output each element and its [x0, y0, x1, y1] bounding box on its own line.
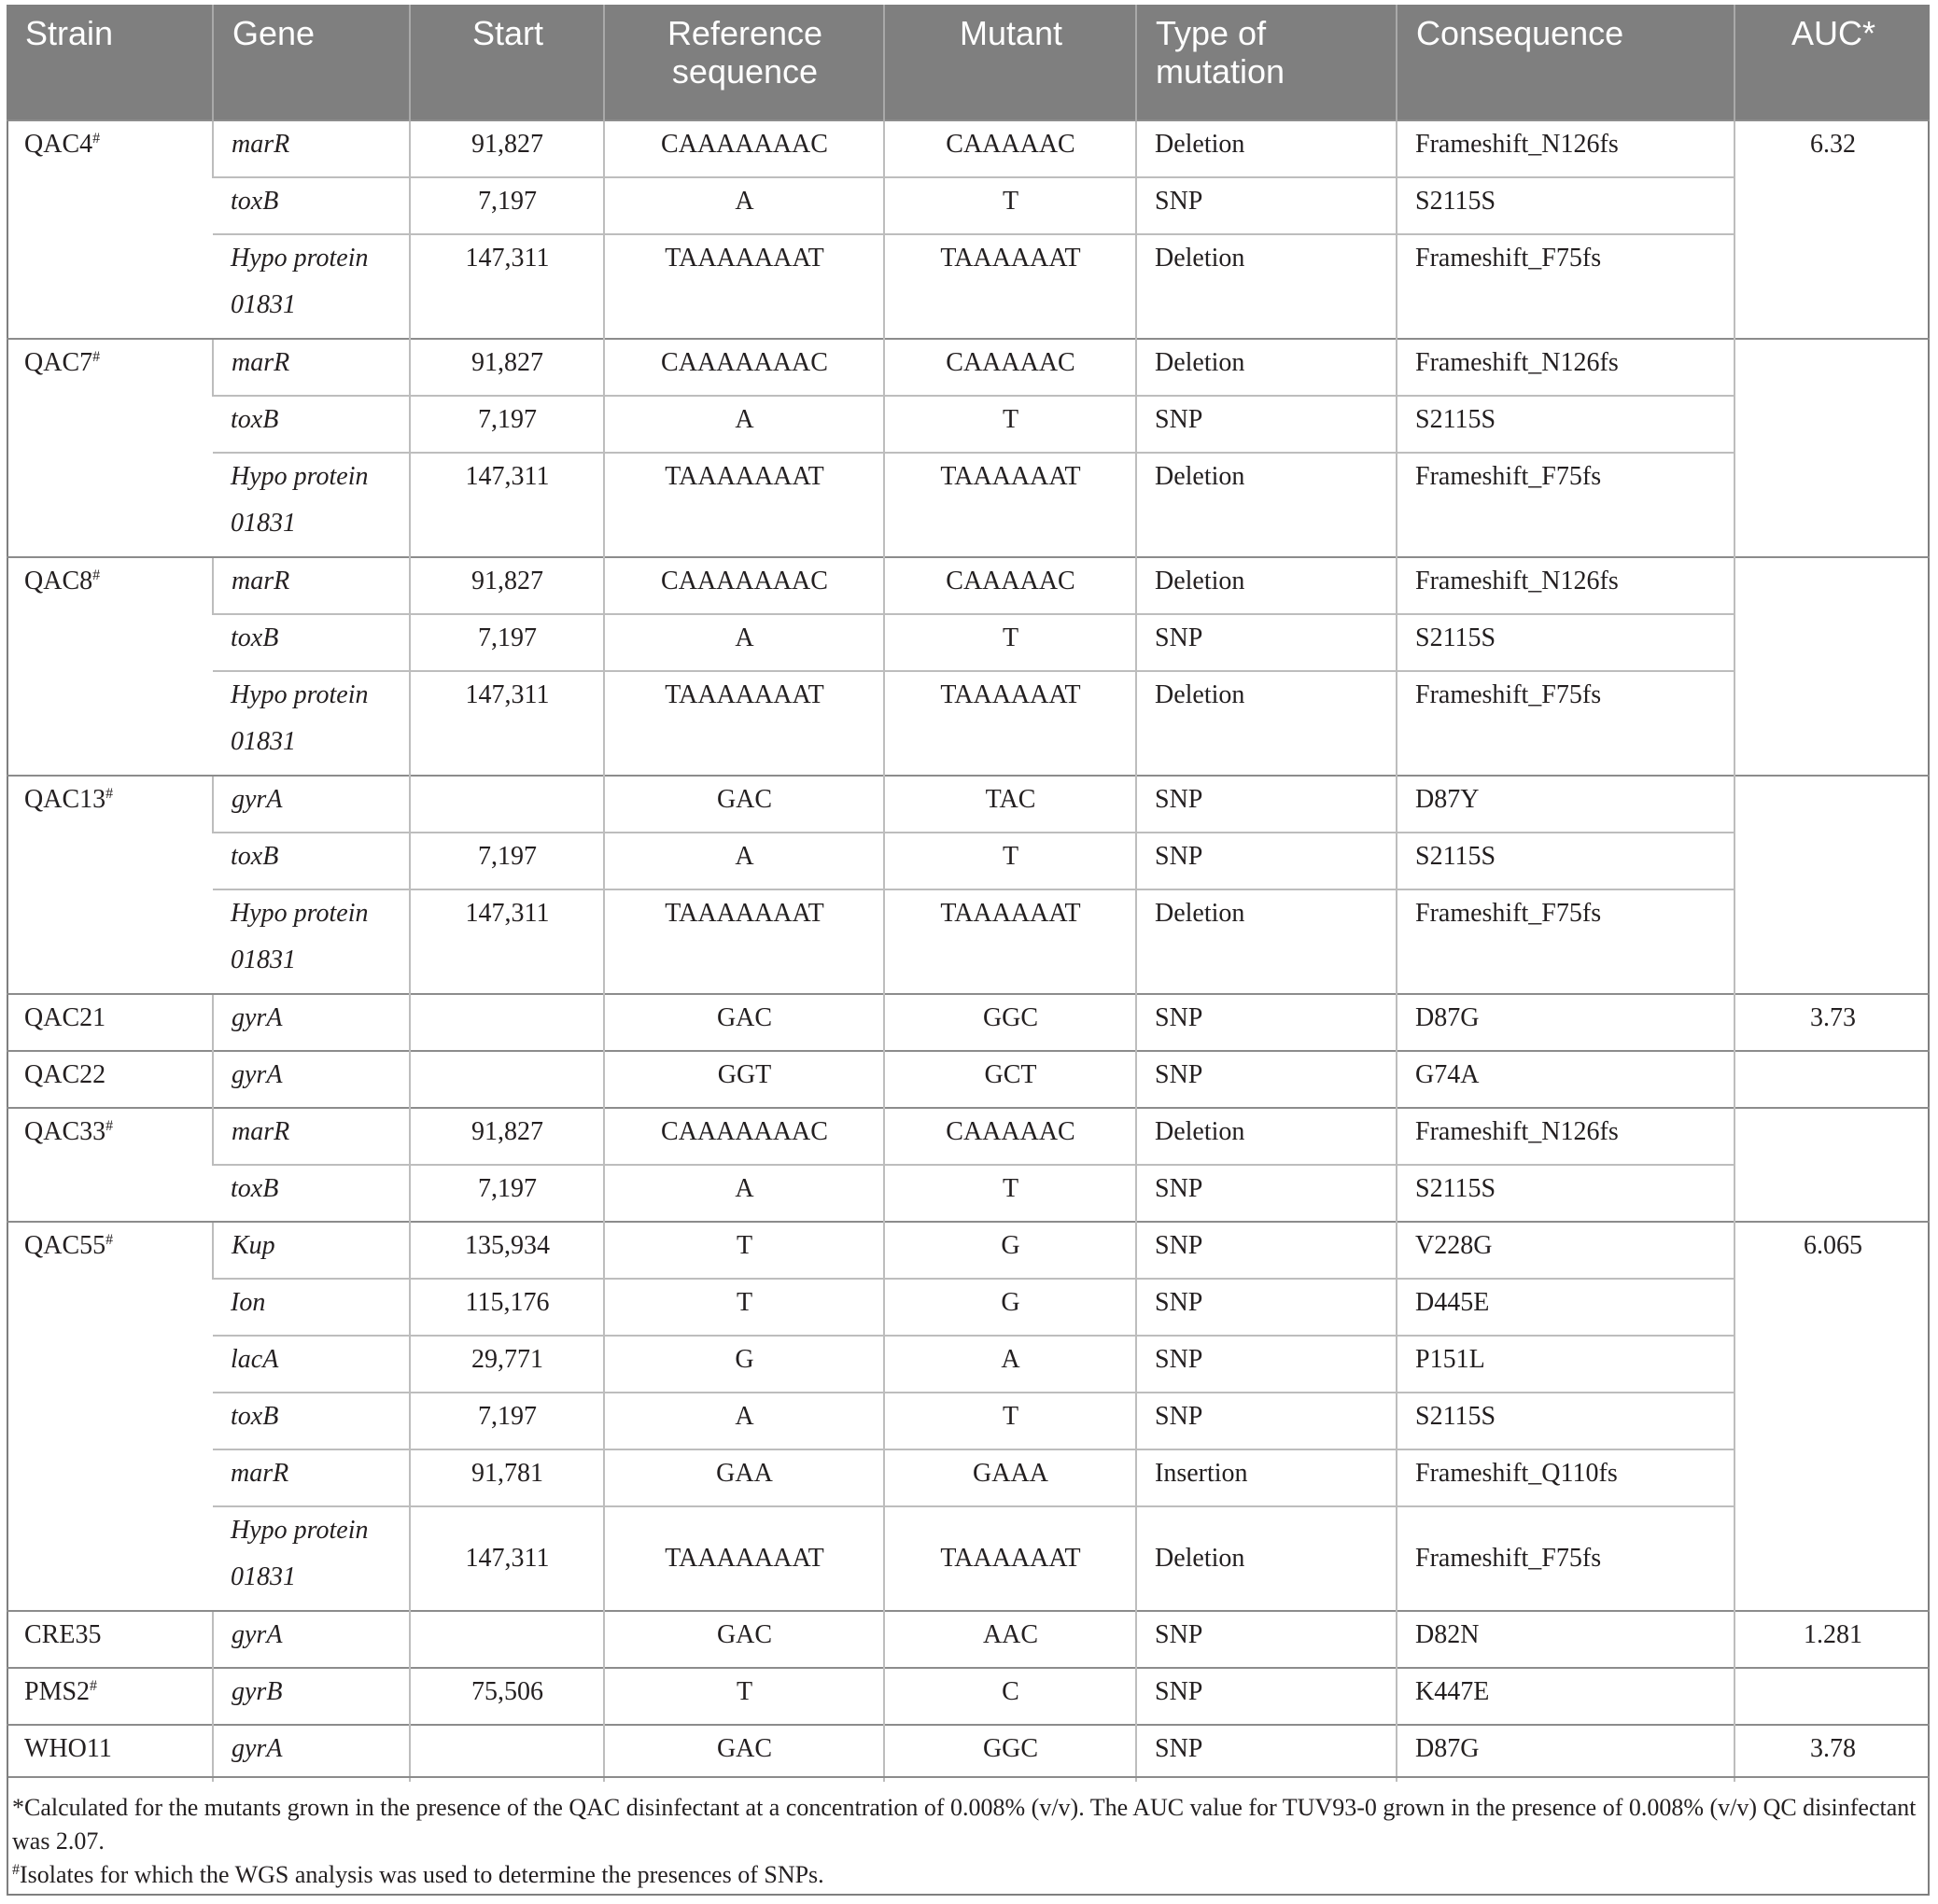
- cell-consequence: D87G: [1397, 994, 1734, 1051]
- strain-name: QAC8: [24, 567, 93, 595]
- cell-mutant: CAAAAAC: [884, 1108, 1136, 1165]
- cell-mutant: TAAAAAAT: [884, 889, 1136, 994]
- mutations-table: [7, 5, 1930, 1782]
- cell-consequence: Frameshift_N126fs: [1397, 557, 1734, 614]
- cell-reference: TAAAAAAAT: [604, 1506, 884, 1611]
- header-gene: Gene: [213, 5, 410, 120]
- cell-reference: CAAAAAAAC: [604, 1108, 884, 1165]
- cell-start: 91,827: [410, 557, 604, 614]
- cell-reference: CAAAAAAAC: [604, 120, 884, 177]
- cell-reference: GAC: [604, 1611, 884, 1668]
- table-row: [7, 234, 1930, 339]
- table-row: [7, 614, 1930, 671]
- cell-start: 91,827: [410, 1108, 604, 1165]
- cell-mutant: TAAAAAAT: [884, 234, 1136, 339]
- cell-gene: marR: [213, 557, 410, 614]
- cell-consequence: D87G: [1397, 1725, 1734, 1782]
- cell-gene: gyrA: [213, 1611, 410, 1668]
- cell-reference: GAC: [604, 1725, 884, 1782]
- cell-gene: Hypo protein 01831: [213, 453, 410, 557]
- cell-reference: A: [604, 833, 884, 889]
- cell-mutant: G: [884, 1222, 1136, 1279]
- table-row: [7, 1336, 1930, 1393]
- cell-reference: GAA: [604, 1449, 884, 1506]
- strain-name: CRE35: [24, 1620, 102, 1649]
- footnote-wgs: [12, 1858, 1924, 1892]
- cell-consequence: S2115S: [1397, 177, 1734, 234]
- cell-gene: gyrA: [213, 776, 410, 833]
- wgs-marker: #: [90, 1678, 98, 1694]
- cell-start: 29,771: [410, 1336, 604, 1393]
- cell-start: [410, 1051, 604, 1108]
- table-row: [7, 1611, 1930, 1668]
- cell-consequence: P151L: [1397, 1336, 1734, 1393]
- strain-name: PMS2: [24, 1677, 91, 1706]
- cell-reference: A: [604, 1165, 884, 1222]
- cell-reference: GGT: [604, 1051, 884, 1108]
- table-body: [7, 120, 1930, 1782]
- cell-type: SNP: [1136, 1393, 1397, 1449]
- cell-reference: T: [604, 1279, 884, 1336]
- cell-type: SNP: [1136, 776, 1397, 833]
- strain-name: QAC13: [24, 785, 106, 814]
- cell-reference: A: [604, 614, 884, 671]
- cell-mutant: GGC: [884, 994, 1136, 1051]
- cell-start: [410, 994, 604, 1051]
- table-row: [7, 557, 1930, 614]
- cell-type: Deletion: [1136, 889, 1397, 994]
- table-row: [7, 671, 1930, 776]
- cell-type: Deletion: [1136, 120, 1397, 177]
- cell-reference: T: [604, 1668, 884, 1725]
- cell-strain: [7, 120, 213, 339]
- cell-mutant: CAAAAAC: [884, 120, 1136, 177]
- header-strain: Strain: [7, 5, 213, 120]
- cell-type: SNP: [1136, 1051, 1397, 1108]
- header-type-of-mutation: Type of mutation: [1136, 5, 1397, 120]
- table-row: [7, 1393, 1930, 1449]
- cell-reference: TAAAAAAAT: [604, 889, 884, 994]
- cell-mutant: TAAAAAAT: [884, 453, 1136, 557]
- cell-gene: toxB: [213, 177, 410, 234]
- strain-name: WHO11: [24, 1734, 112, 1763]
- cell-type: Deletion: [1136, 1108, 1397, 1165]
- cell-consequence: Frameshift_N126fs: [1397, 1108, 1734, 1165]
- cell-gene: Kup: [213, 1222, 410, 1279]
- cell-mutant: GCT: [884, 1051, 1136, 1108]
- cell-mutant: GGC: [884, 1725, 1136, 1782]
- cell-gene: marR: [213, 339, 410, 396]
- cell-type: SNP: [1136, 1336, 1397, 1393]
- cell-consequence: D87Y: [1397, 776, 1734, 833]
- cell-gene: gyrA: [213, 1051, 410, 1108]
- table-row: [7, 1222, 1930, 1279]
- cell-mutant: TAC: [884, 776, 1136, 833]
- table-row: [7, 1668, 1930, 1725]
- cell-mutant: T: [884, 396, 1136, 453]
- strain-name: QAC21: [24, 1003, 106, 1032]
- cell-type: Deletion: [1136, 557, 1397, 614]
- header-start: Start: [410, 5, 604, 120]
- cell-start: 91,827: [410, 339, 604, 396]
- table-row: [7, 1449, 1930, 1506]
- cell-mutant: T: [884, 177, 1136, 234]
- cell-start: 147,311: [410, 671, 604, 776]
- cell-consequence: Frameshift_N126fs: [1397, 339, 1734, 396]
- cell-gene: marR: [213, 120, 410, 177]
- wgs-marker: #: [92, 567, 101, 583]
- cell-gene: toxB: [213, 833, 410, 889]
- cell-mutant: T: [884, 1165, 1136, 1222]
- table-frame: [7, 5, 1930, 1896]
- cell-start: 147,311: [410, 1506, 604, 1611]
- header-auc: AUC*: [1734, 5, 1930, 120]
- cell-type: SNP: [1136, 396, 1397, 453]
- cell-reference: TAAAAAAAT: [604, 234, 884, 339]
- cell-consequence: D82N: [1397, 1611, 1734, 1668]
- cell-consequence: Frameshift_F75fs: [1397, 1506, 1734, 1611]
- cell-start: 7,197: [410, 833, 604, 889]
- cell-auc: [1734, 1108, 1930, 1222]
- cell-type: Deletion: [1136, 234, 1397, 339]
- table-row: [7, 1279, 1930, 1336]
- cell-start: 135,934: [410, 1222, 604, 1279]
- cell-reference: CAAAAAAAC: [604, 557, 884, 614]
- cell-consequence: S2115S: [1397, 833, 1734, 889]
- cell-auc: 1.281: [1734, 1611, 1930, 1668]
- cell-start: 147,311: [410, 889, 604, 994]
- cell-auc: [1734, 1668, 1930, 1725]
- table-row: [7, 833, 1930, 889]
- strain-name: QAC33: [24, 1117, 106, 1146]
- table-row: [7, 1506, 1930, 1611]
- header-reference-sequence: Reference sequence: [604, 5, 884, 120]
- cell-strain: [7, 1222, 213, 1611]
- footnote-auc: *Calculated for the mutants grown in the presence of the QAC disinfectant at a concentration of 0.008% (v/v). The AUC value for TUV93-0 grown in the presence of 0.008% (v/v) QC disinfectant was 2.07.: [12, 1794, 1917, 1855]
- cell-start: [410, 1611, 604, 1668]
- cell-type: Deletion: [1136, 1506, 1397, 1611]
- cell-auc: [1734, 1051, 1930, 1108]
- cell-reference: G: [604, 1336, 884, 1393]
- cell-start: 75,506: [410, 1668, 604, 1725]
- cell-strain: [7, 1108, 213, 1222]
- cell-gene: Hypo protein 01831: [213, 1506, 410, 1611]
- wgs-marker: #: [92, 131, 101, 147]
- strain-name: QAC22: [24, 1060, 106, 1089]
- table-row: [7, 1108, 1930, 1165]
- strain-name: QAC55: [24, 1231, 106, 1260]
- cell-start: 7,197: [410, 177, 604, 234]
- header-mutant: Mutant: [884, 5, 1136, 120]
- table-row: [7, 776, 1930, 833]
- cell-mutant: G: [884, 1279, 1136, 1336]
- strain-name: QAC7: [24, 348, 93, 377]
- table-row: [7, 120, 1930, 177]
- wgs-marker: #: [105, 786, 114, 802]
- cell-consequence: V228G: [1397, 1222, 1734, 1279]
- cell-start: 147,311: [410, 234, 604, 339]
- cell-consequence: Frameshift_F75fs: [1397, 453, 1734, 557]
- cell-type: SNP: [1136, 994, 1397, 1051]
- cell-consequence: Frameshift_F75fs: [1397, 234, 1734, 339]
- cell-gene: toxB: [213, 614, 410, 671]
- cell-consequence: Frameshift_F75fs: [1397, 889, 1734, 994]
- cell-mutant: GAAA: [884, 1449, 1136, 1506]
- wgs-marker: #: [105, 1118, 114, 1134]
- table-row: [7, 396, 1930, 453]
- cell-auc: 3.73: [1734, 994, 1930, 1051]
- cell-auc: [1734, 776, 1930, 994]
- cell-strain: [7, 1725, 213, 1782]
- table-row: [7, 177, 1930, 234]
- cell-type: Deletion: [1136, 453, 1397, 557]
- cell-strain: [7, 776, 213, 994]
- cell-mutant: CAAAAAC: [884, 339, 1136, 396]
- cell-type: Deletion: [1136, 671, 1397, 776]
- cell-start: 7,197: [410, 1393, 604, 1449]
- wgs-marker: #: [105, 1232, 114, 1248]
- table-header: [7, 5, 1930, 120]
- cell-start: 7,197: [410, 614, 604, 671]
- cell-mutant: TAAAAAAT: [884, 671, 1136, 776]
- cell-start: 115,176: [410, 1279, 604, 1336]
- cell-strain: [7, 1051, 213, 1108]
- cell-start: 91,827: [410, 120, 604, 177]
- cell-consequence: S2115S: [1397, 1165, 1734, 1222]
- table-row: [7, 1725, 1930, 1782]
- cell-strain: [7, 1611, 213, 1668]
- cell-start: 91,781: [410, 1449, 604, 1506]
- cell-auc: [1734, 557, 1930, 776]
- table-footnotes: [8, 1776, 1930, 1892]
- cell-mutant: C: [884, 1668, 1136, 1725]
- cell-type: SNP: [1136, 1725, 1397, 1782]
- cell-type: SNP: [1136, 833, 1397, 889]
- cell-gene: toxB: [213, 1165, 410, 1222]
- cell-reference: A: [604, 177, 884, 234]
- cell-start: 7,197: [410, 396, 604, 453]
- cell-consequence: G74A: [1397, 1051, 1734, 1108]
- table-row: [7, 994, 1930, 1051]
- cell-gene: gyrB: [213, 1668, 410, 1725]
- cell-mutant: T: [884, 614, 1136, 671]
- cell-mutant: AAC: [884, 1611, 1136, 1668]
- cell-type: Deletion: [1136, 339, 1397, 396]
- cell-reference: TAAAAAAAT: [604, 671, 884, 776]
- cell-reference: GAC: [604, 994, 884, 1051]
- table-row: [7, 889, 1930, 994]
- cell-mutant: T: [884, 833, 1136, 889]
- cell-gene: marR: [213, 1449, 410, 1506]
- cell-gene: Hypo protein 01831: [213, 671, 410, 776]
- cell-gene: lacA: [213, 1336, 410, 1393]
- cell-start: 147,311: [410, 453, 604, 557]
- cell-type: SNP: [1136, 1279, 1397, 1336]
- cell-mutant: CAAAAAC: [884, 557, 1136, 614]
- cell-consequence: D445E: [1397, 1279, 1734, 1336]
- cell-start: [410, 1725, 604, 1782]
- cell-gene: toxB: [213, 1393, 410, 1449]
- cell-start: 7,197: [410, 1165, 604, 1222]
- cell-consequence: S2115S: [1397, 614, 1734, 671]
- table-row: [7, 339, 1930, 396]
- cell-gene: gyrA: [213, 994, 410, 1051]
- cell-reference: A: [604, 396, 884, 453]
- cell-type: SNP: [1136, 614, 1397, 671]
- cell-type: SNP: [1136, 1668, 1397, 1725]
- cell-reference: TAAAAAAAT: [604, 453, 884, 557]
- cell-reference: CAAAAAAAC: [604, 339, 884, 396]
- cell-mutant: T: [884, 1393, 1136, 1449]
- table-row: [7, 453, 1930, 557]
- cell-gene: toxB: [213, 396, 410, 453]
- table-row: [7, 1051, 1930, 1108]
- cell-consequence: Frameshift_Q110fs: [1397, 1449, 1734, 1506]
- cell-type: SNP: [1136, 1165, 1397, 1222]
- cell-gene: Hypo protein 01831: [213, 234, 410, 339]
- cell-type: Insertion: [1136, 1449, 1397, 1506]
- cell-strain: [7, 1668, 213, 1725]
- cell-start: [410, 776, 604, 833]
- cell-type: SNP: [1136, 177, 1397, 234]
- cell-strain: [7, 994, 213, 1051]
- strain-name: QAC4: [24, 130, 93, 159]
- footnote-hash-mark: #: [12, 1862, 20, 1878]
- cell-reference: T: [604, 1222, 884, 1279]
- cell-consequence: Frameshift_F75fs: [1397, 671, 1734, 776]
- cell-gene: Hypo protein 01831: [213, 889, 410, 994]
- cell-reference: GAC: [604, 776, 884, 833]
- cell-auc: 6.065: [1734, 1222, 1930, 1611]
- table-row: [7, 1165, 1930, 1222]
- cell-consequence: S2115S: [1397, 396, 1734, 453]
- cell-auc: 3.78: [1734, 1725, 1930, 1782]
- cell-type: SNP: [1136, 1222, 1397, 1279]
- footnote-wgs-text: Isolates for which the WGS analysis was used to determine the presences of SNPs.: [20, 1861, 824, 1888]
- cell-auc: 6.32: [1734, 120, 1930, 339]
- cell-strain: [7, 339, 213, 557]
- cell-type: SNP: [1136, 1611, 1397, 1668]
- cell-gene: gyrA: [213, 1725, 410, 1782]
- cell-reference: A: [604, 1393, 884, 1449]
- cell-consequence: S2115S: [1397, 1393, 1734, 1449]
- cell-mutant: TAAAAAAT: [884, 1506, 1136, 1611]
- cell-gene: marR: [213, 1108, 410, 1165]
- cell-mutant: A: [884, 1336, 1136, 1393]
- cell-consequence: K447E: [1397, 1668, 1734, 1725]
- header-consequence: Consequence: [1397, 5, 1734, 120]
- cell-gene: Ion: [213, 1279, 410, 1336]
- cell-auc: [1734, 339, 1930, 557]
- wgs-marker: #: [92, 349, 101, 365]
- cell-consequence: Frameshift_N126fs: [1397, 120, 1734, 177]
- cell-strain: [7, 557, 213, 776]
